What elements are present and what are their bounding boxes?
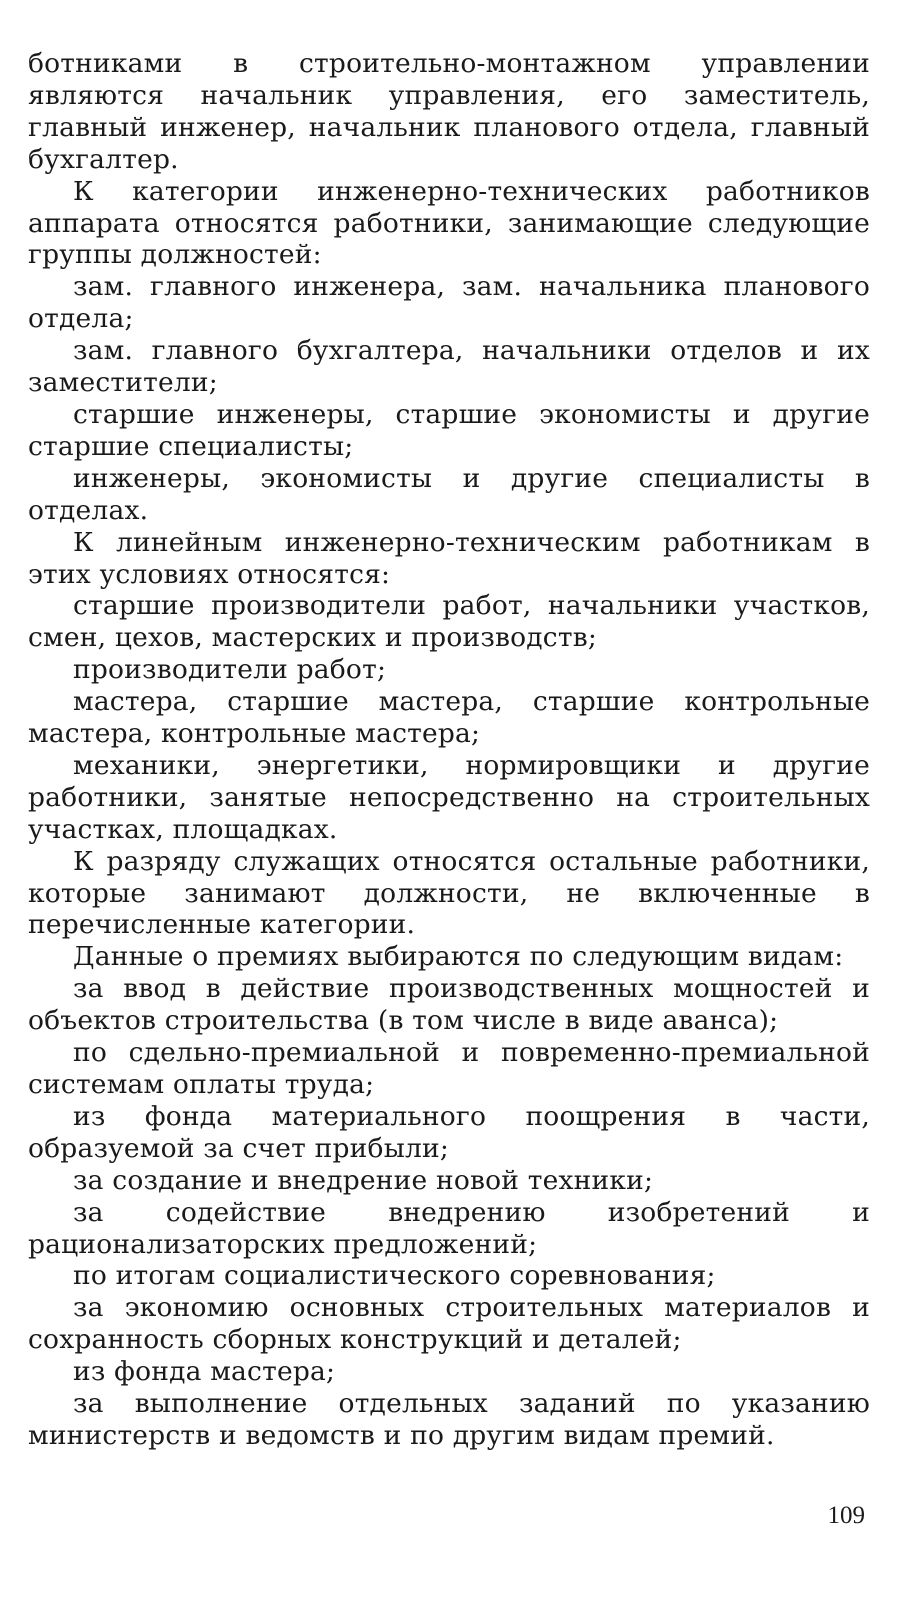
list-item: производители работ; (73, 654, 387, 686)
list-item: мастера, старшие мастера, старшие контрольные мастера, контрольные мастера; (28, 686, 870, 750)
page-body (28, 48, 870, 1452)
list-item: старшие инженеры, старшие экономисты и другие старшие специалисты; (28, 398, 870, 462)
list-item: за экономию основных строительных материалов и сохранность сборных конструкций и деталей; (28, 1292, 870, 1356)
list-item: инженеры, экономисты и другие специалисты в отделах. (28, 462, 870, 526)
paragraph-bonuses: Данные о премиях выбираются по следующим видам: (73, 941, 844, 973)
list-item: механики, энергетики, нормировщики и другие работники, занятые непосредственно на строительных участках, площадках. (28, 749, 870, 845)
paragraph-employees: К разряду служащих относятся остальные работники, которые занимают должности, не включенные в перечисленные категории. (28, 845, 870, 941)
list-item: по сдельно-премиальной и повременно-премиальной системам оплаты труда; (28, 1037, 870, 1100)
list-item: из фонда материального поощрения в части, образуемой за счет прибыли; (28, 1100, 870, 1164)
list-item: из фонда мастера; (73, 1356, 336, 1388)
paragraph-itr-linear: К линейным инженерно-техническим работникам в этих условиях относятся: (28, 526, 870, 590)
list-item: старшие производители работ, начальники участков, смен, цехов, мастерских и производств; (28, 590, 870, 654)
list-item: зам. главного бухгалтера, начальники отделов и их заместители; (28, 335, 870, 399)
paragraph-continuation: ботниками в строительно-монтажном управлении являются начальник управления, его заместитель, главный инженер, начальник планового отдела, главный бухгалтер. (28, 48, 870, 175)
list-item: за ввод в действие производственных мощностей и объектов строительства (в том числе в виде аванса); (28, 973, 870, 1037)
page-number: 109 (827, 1502, 865, 1529)
list-item: зам. главного инженера, зам. начальника планового отдела; (28, 271, 870, 335)
list-item: за выполнение отдельных заданий по указанию министерств и ведомств и по другим видам премий. (28, 1388, 870, 1451)
paragraph-itr-apparatus: К категории инженерно-технических работников аппарата относятся работники, занимающие следующие группы должностей: (28, 175, 870, 271)
list-item: за создание и внедрение новой техники; (73, 1164, 654, 1196)
list-item: за содействие внедрению изобретений и рационализаторских предложений; (28, 1196, 870, 1260)
list-item: по итогам социалистического соревнования; (73, 1260, 716, 1292)
